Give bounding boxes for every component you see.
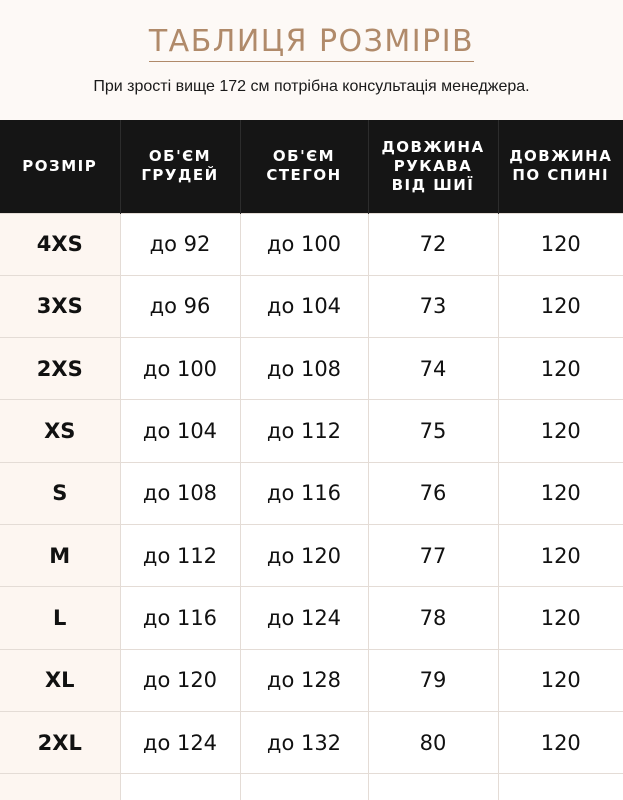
cell-hips: до 100 [240,213,368,275]
cell-sleeve-length: 77 [368,524,498,586]
cell-chest: до 124 [120,711,240,773]
cell-sleeve-length: 72 [368,213,498,275]
cell-size: M [0,524,120,586]
cell-hips: до 124 [240,587,368,649]
cell-sleeve-length: 80 [368,711,498,773]
cell-back-length: 120 [498,338,623,400]
size-table-header [0,120,623,213]
cell-size: 2XL [0,711,120,773]
cell-chest: до 116 [120,587,240,649]
table-row [0,587,623,649]
page-title-text: ТАБЛИЦЯ РОЗМІРІВ [149,25,474,62]
cell-hips [240,774,368,800]
cell-size: XL [0,649,120,711]
cell-chest: до 104 [120,400,240,462]
cell-back-length: 120 [498,649,623,711]
cell-hips: до 108 [240,338,368,400]
cell-sleeve-length: 76 [368,462,498,524]
cell-back-length: 120 [498,524,623,586]
header-back-length: ДОВЖИНА ПО СПИНІ [498,120,623,213]
cell-size: 2XS [0,338,120,400]
cell-size: L [0,587,120,649]
cell-back-length [498,774,623,800]
table-row [0,524,623,586]
cell-hips: до 104 [240,275,368,337]
cell-sleeve-length: 75 [368,400,498,462]
header-hips: ОБ'ЄМ СТЕГОН [240,120,368,213]
cell-size [0,774,120,800]
cell-back-length: 120 [498,711,623,773]
cell-sleeve-length: 79 [368,649,498,711]
cell-chest: до 120 [120,649,240,711]
cell-chest: до 100 [120,338,240,400]
cell-size: S [0,462,120,524]
cell-back-length: 120 [498,462,623,524]
table-row [0,275,623,337]
cell-chest: до 96 [120,275,240,337]
cell-hips: до 120 [240,524,368,586]
size-table-body [0,213,623,800]
table-row [0,338,623,400]
table-row [0,400,623,462]
header-chest: ОБ'ЄМ ГРУДЕЙ [120,120,240,213]
page-title [0,24,623,62]
size-table [0,120,623,800]
cell-chest: до 108 [120,462,240,524]
cell-chest [120,774,240,800]
cell-size: 4XS [0,213,120,275]
cell-sleeve-length: 78 [368,587,498,649]
cell-chest: до 92 [120,213,240,275]
table-row [0,711,623,773]
cell-size: 3XS [0,275,120,337]
table-row [0,462,623,524]
table-row [0,213,623,275]
height-note: При зрості вище 172 см потрібна консультація менеджера. [93,78,530,95]
table-row [0,774,623,800]
cell-hips: до 112 [240,400,368,462]
cell-back-length: 120 [498,587,623,649]
cell-back-length: 120 [498,400,623,462]
cell-hips: до 128 [240,649,368,711]
cell-sleeve-length: 74 [368,338,498,400]
cell-back-length: 120 [498,275,623,337]
header-size: РОЗМІР [0,120,120,213]
cell-back-length: 120 [498,213,623,275]
cell-sleeve-length: 73 [368,275,498,337]
cell-hips: до 132 [240,711,368,773]
header-sleeve-length: ДОВЖИНА РУКАВА ВІД ШИЇ [368,120,498,213]
table-row [0,649,623,711]
cell-sleeve-length [368,774,498,800]
cell-chest: до 112 [120,524,240,586]
cell-size: XS [0,400,120,462]
cell-hips: до 116 [240,462,368,524]
